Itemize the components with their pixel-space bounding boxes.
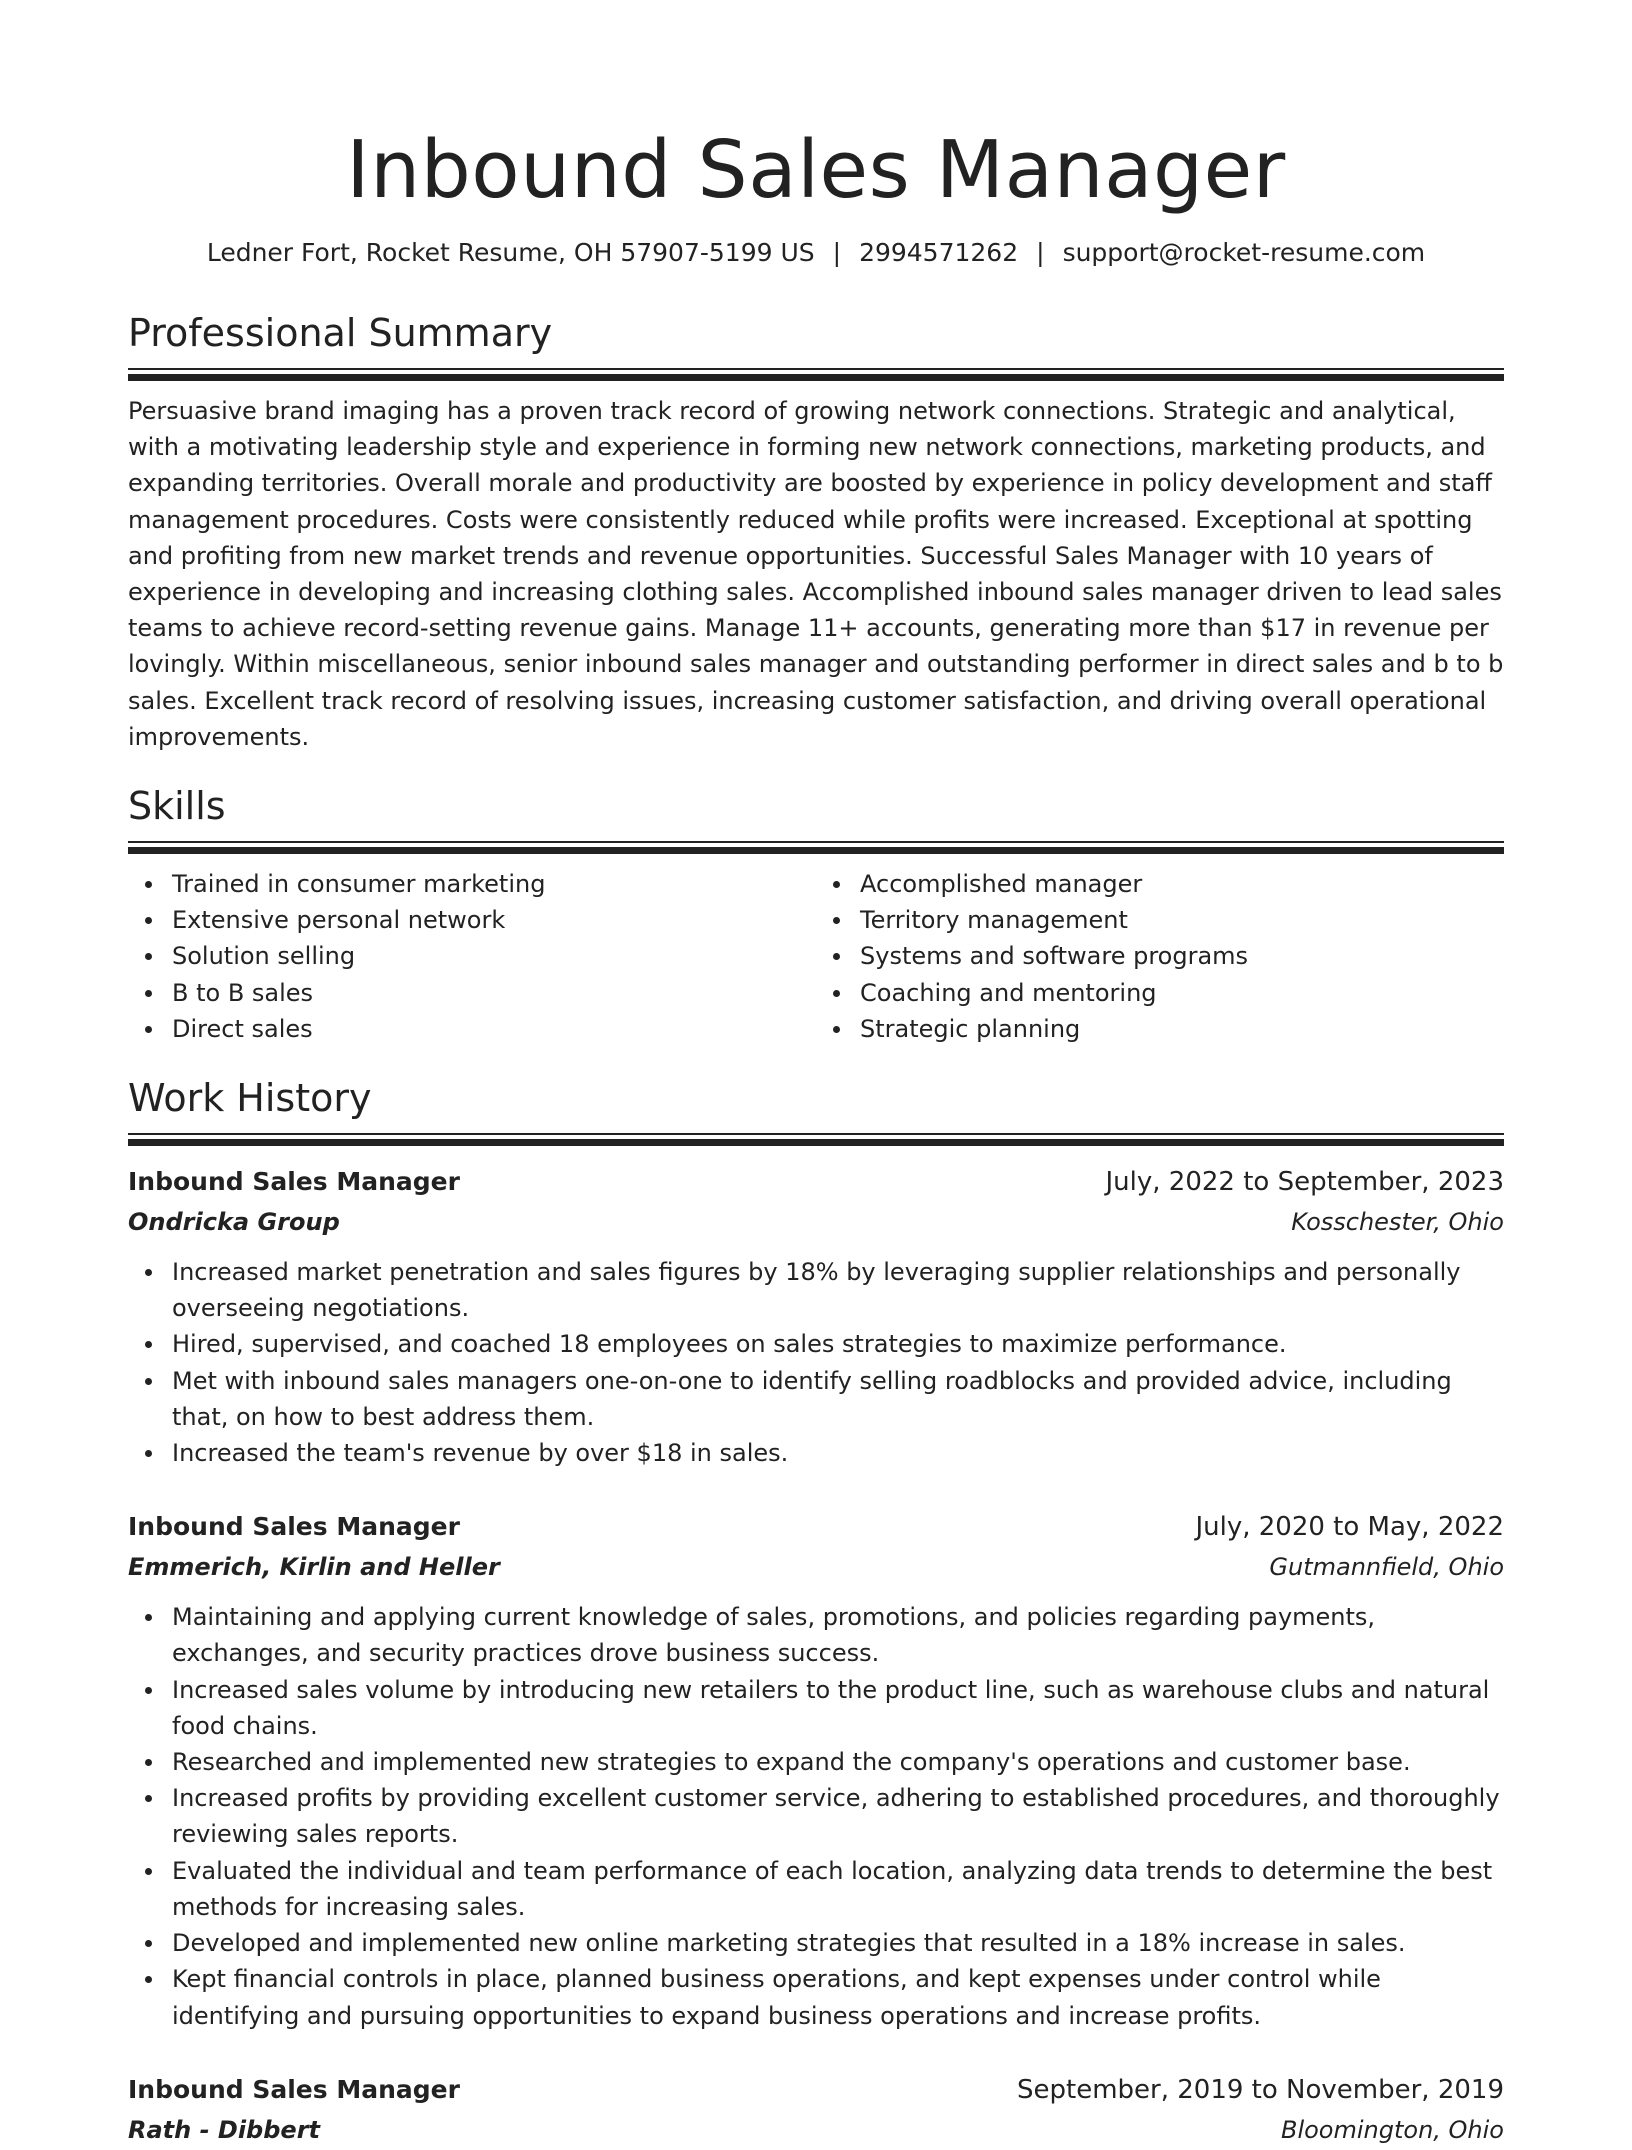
job-dates: July, 2020 to May, 2022: [1195, 1512, 1504, 1543]
job-company-row: [128, 1202, 1504, 1242]
summary-text: Persuasive brand imaging has a proven track record of growing network connections. Strategic and analytical, with a motivating leadership style and experience in forming new network connections, marketing products, and expanding territories. Overall morale and productivity are boosted by experience in policy development and staff management procedures. Costs were consistently reduced while profits were increased. Exceptional at spotting and profiting from new market trends and revenue opportunities. Successful Sales Manager with 10 years of experience in developing and increasing clothing sales. Accomplished inbound sales manager driven to lead sales teams to achieve record-setting revenue gains. Manage 11+ accounts, generating more than $17 in revenue per lovingly. Within miscellaneous, senior inbound sales manager and outstanding performer in direct sales and b to b sales. Excellent track record of resolving issues, increasing customer satisfaction, and driving overall operational improvements.: [128, 397, 1504, 751]
section-title-work-history: Work History: [128, 1076, 372, 1121]
skill-item: Systems and software programs: [860, 938, 1504, 974]
skill-item: Territory management: [860, 902, 1504, 938]
skills-list-left: [128, 866, 816, 1047]
job-header-row: [128, 1162, 1504, 1202]
skill-item: Trained in consumer marketing: [172, 866, 816, 902]
professional-summary-section: [128, 308, 1504, 755]
skill-item: Extensive personal network: [172, 902, 816, 938]
job-bullet: Increased profits by providing excellent customer service, adhering to established procedures, and thoroughly reviewing sales reports.: [172, 1780, 1504, 1852]
job-company: Ondricka Group: [128, 1208, 340, 1237]
skills-section: [128, 781, 1504, 1047]
skill-item: Coaching and mentoring: [860, 975, 1504, 1011]
job-company: Rath - Dibbert: [128, 2115, 320, 2144]
job-location: Kosschester, Ohio: [1291, 1208, 1504, 1237]
job-location: Gutmannfield, Ohio: [1269, 1553, 1504, 1582]
job-bullet: Increased market penetration and sales figures by 18% by leveraging supplier relationships and personally overseeing negotiations.: [172, 1254, 1504, 1326]
section-title-skills: Skills: [128, 784, 226, 829]
job-company-row: [128, 1547, 1504, 1587]
job-title: Inbound Sales Manager: [128, 1167, 460, 1197]
contact-phone: 2994571262: [859, 238, 1019, 267]
contact-separator: |: [832, 238, 842, 267]
job-bullet: Developed and implemented new online marketing strategies that resulted in a 18% increase in sales.: [172, 1925, 1504, 1961]
skills-column-left: [128, 866, 816, 1047]
section-divider: [128, 841, 1504, 854]
job-title: Inbound Sales Manager: [128, 2074, 460, 2104]
job-bullets: [128, 1599, 1504, 2033]
section-title-summary: Professional Summary: [128, 311, 553, 355]
job-entry: [128, 2070, 1504, 2150]
job-company-row: [128, 2110, 1504, 2150]
skill-item: Strategic planning: [860, 1011, 1504, 1047]
job-bullets: [128, 1254, 1504, 1471]
job-bullet: Met with inbound sales managers one-on-one to identify selling roadblocks and provided advice, including that, on how to best address them.: [172, 1363, 1504, 1435]
job-title: Inbound Sales Manager: [128, 1512, 460, 1542]
skill-item: Solution selling: [172, 938, 816, 974]
skills-columns: [128, 866, 1504, 1047]
job-entry: [128, 1507, 1504, 2033]
job-bullet: Maintaining and applying current knowledge of sales, promotions, and policies regarding payments, exchanges, and security practices drove business success.: [172, 1599, 1504, 1671]
section-divider: [128, 1133, 1504, 1146]
skill-item: Accomplished manager: [860, 866, 1504, 902]
job-dates: July, 2022 to September, 2023: [1105, 1167, 1504, 1198]
resume-name: Inbound Sales Manager: [346, 124, 1286, 216]
work-history-section: [128, 1073, 1504, 2150]
job-bullet: Increased sales volume by introducing new retailers to the product line, such as warehouse clubs and natural food chains.: [172, 1672, 1504, 1744]
job-bullet: Hired, supervised, and coached 18 employees on sales strategies to maximize performance.: [172, 1326, 1504, 1362]
contact-email: support@rocket-resume.com: [1062, 238, 1426, 267]
job-bullet: Researched and implemented new strategies to expand the company's operations and customer base.: [172, 1744, 1504, 1780]
contact-line: [128, 236, 1504, 270]
job-entry: [128, 1162, 1504, 1471]
job-header-row: [128, 1507, 1504, 1547]
contact-separator: |: [1036, 238, 1045, 267]
skills-list-right: [816, 866, 1504, 1047]
skill-item: Direct sales: [172, 1011, 816, 1047]
skill-item: B to B sales: [172, 975, 816, 1011]
skills-column-right: [816, 866, 1504, 1047]
job-header-row: [128, 2070, 1504, 2110]
job-bullet: Evaluated the individual and team performance of each location, analyzing data trends to determine the best methods for increasing sales.: [172, 1853, 1504, 1925]
job-location: Bloomington, Ohio: [1280, 2115, 1504, 2144]
contact-address: Ledner Fort, Rocket Resume, OH 57907-5199 US: [206, 238, 815, 267]
job-bullet: Kept financial controls in place, planned business operations, and kept expenses under control while identifying and pursuing opportunities to expand business operations and increase profits.: [172, 1961, 1504, 2033]
job-company: Emmerich, Kirlin and Heller: [128, 1553, 500, 1582]
section-divider: [128, 368, 1504, 381]
job-dates: September, 2019 to November, 2019: [1017, 2074, 1504, 2105]
job-bullet: Increased the team's revenue by over $18 in sales.: [172, 1435, 1504, 1471]
